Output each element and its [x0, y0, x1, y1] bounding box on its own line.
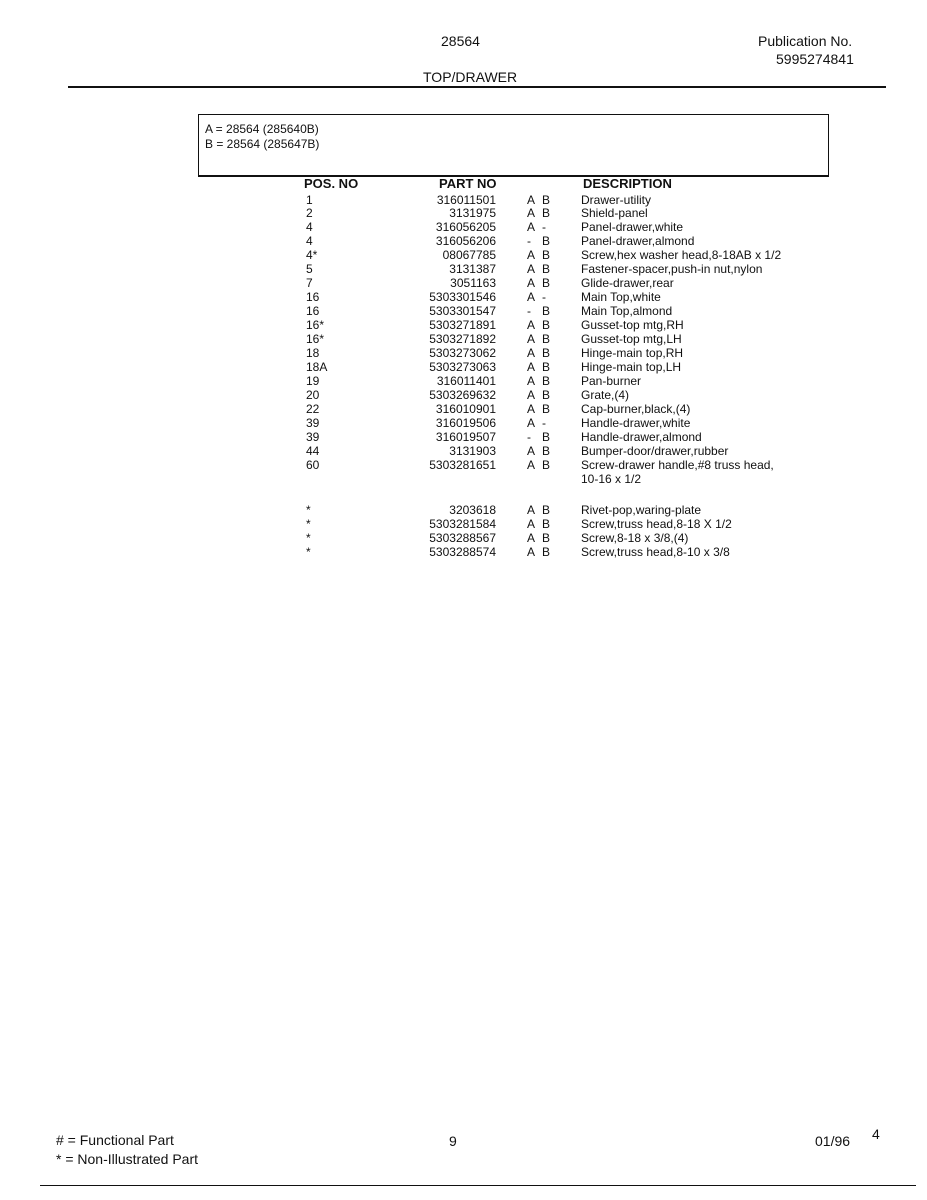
column-header-pos: POS. NO: [304, 176, 359, 191]
cell-part: 316011401: [436, 374, 496, 388]
cell-b: B: [542, 458, 551, 472]
cell-pos: 4: [306, 234, 313, 248]
cell-b: B: [542, 531, 551, 545]
cell-pos: 18: [306, 346, 320, 360]
cell-pos: 60: [306, 458, 320, 472]
page-title: TOP/DRAWER: [423, 69, 518, 85]
cell-b: -: [542, 220, 546, 234]
cell-pos: 16*: [306, 318, 325, 332]
table-row: [0, 360, 927, 374]
cell-a: A: [527, 290, 536, 304]
table-row: [0, 458, 927, 486]
cell-b: B: [542, 360, 551, 374]
legend-non-illustrated-part: * = Non-Illustrated Part: [56, 1151, 199, 1167]
cell-part: 316019506: [435, 416, 496, 430]
cell-part: 316011501: [436, 193, 496, 207]
cell-pos: *: [306, 517, 311, 531]
cell-b: B: [542, 545, 551, 559]
cell-b: B: [542, 388, 551, 402]
cell-pos: 39: [306, 416, 320, 430]
cell-desc: Screw,truss head,8-18 X 1/2: [581, 517, 732, 531]
cell-a: A: [527, 220, 536, 234]
cell-pos: 44: [306, 444, 320, 458]
table-row: [0, 220, 927, 234]
cell-part: 316010901: [435, 402, 496, 416]
cell-part: 5303301546: [429, 290, 496, 304]
revision-date: 01/96: [815, 1133, 851, 1149]
cell-a: A: [527, 248, 536, 262]
cell-a: A: [527, 332, 536, 346]
cell-part: 3203618: [449, 503, 496, 517]
cell-desc: Gusset-top mtg,LH: [581, 332, 682, 346]
publication-label: Publication No.: [758, 33, 853, 49]
cell-a: A: [527, 503, 536, 517]
cell-a: A: [527, 545, 536, 559]
cell-a: A: [527, 517, 536, 531]
cell-b: -: [542, 290, 546, 304]
cell-desc: Hinge-main top,RH: [581, 346, 684, 360]
cell-pos: 2: [306, 206, 313, 220]
table-row: [0, 388, 927, 402]
cell-a: -: [527, 234, 531, 248]
cell-a: -: [527, 304, 531, 318]
cell-a: A: [527, 276, 536, 290]
cell-a: A: [527, 458, 536, 472]
cell-part: 3131387: [449, 262, 496, 276]
publication-number: 5995274841: [776, 51, 854, 67]
cell-pos: *: [306, 545, 311, 559]
cell-a: A: [527, 346, 536, 360]
cell-part: 5303273062: [429, 346, 496, 360]
cell-a: A: [527, 444, 536, 458]
cell-a: A: [527, 374, 536, 388]
table-row: [0, 531, 927, 545]
cell-b: B: [542, 444, 551, 458]
cell-pos: 4*: [306, 248, 318, 262]
cell-desc: Grate,(4): [581, 388, 630, 402]
cell-desc: Main Top,white: [581, 290, 661, 304]
header-divider: [68, 86, 886, 88]
cell-part: 5303271892: [429, 332, 496, 346]
cell-desc: Cap-burner,black,(4): [581, 402, 691, 416]
handwritten-mark: 4: [872, 1126, 880, 1142]
cell-part: 3131903: [449, 444, 496, 458]
legend-functional-part: # = Functional Part: [56, 1132, 174, 1148]
table-row: [0, 346, 927, 360]
cell-b: B: [542, 304, 551, 318]
cell-b: B: [542, 206, 551, 220]
cell-b: B: [542, 346, 551, 360]
cell-desc: Screw,truss head,8-10 x 3/8: [581, 545, 730, 559]
cell-part: 5303288574: [429, 545, 496, 559]
table-row: [0, 374, 927, 388]
table-row: [0, 262, 927, 276]
cell-desc: Main Top,almond: [581, 304, 673, 318]
cell-pos: 19: [306, 374, 320, 388]
cell-pos: 5: [306, 262, 313, 276]
cell-desc: Rivet-pop,waring-plate: [581, 503, 702, 517]
table-row: [0, 206, 927, 220]
cell-b: B: [542, 503, 551, 517]
cell-a: A: [527, 206, 536, 220]
cell-a: A: [527, 388, 536, 402]
cell-pos: 20: [306, 388, 320, 402]
cell-b: B: [542, 374, 551, 388]
cell-pos: 7: [306, 276, 313, 290]
cell-part: 5303271891: [429, 318, 496, 332]
cell-desc: Pan-burner: [581, 374, 642, 388]
cell-b: B: [542, 193, 551, 207]
cell-desc: Bumper-door/drawer,rubber: [581, 444, 729, 458]
cell-desc: Screw,hex washer head,8-18AB x 1/2: [581, 248, 782, 262]
table-row: [0, 193, 927, 207]
cell-part: 5303288567: [429, 531, 496, 545]
cell-pos: 16: [306, 304, 320, 318]
cell-b: B: [542, 318, 551, 332]
cell-desc: Shield-panel: [581, 206, 648, 220]
table-row: [0, 248, 927, 262]
cell-a: A: [527, 531, 536, 545]
cell-desc-continued: 10-16 x 1/2: [581, 472, 642, 486]
cell-part: 5303281651: [429, 458, 496, 472]
cell-b: B: [542, 402, 551, 416]
table-row: [0, 304, 927, 318]
cell-pos: 39: [306, 430, 320, 444]
table-row: [0, 444, 927, 458]
legend-b: B = 28564 (285647B): [205, 137, 320, 151]
cell-pos: *: [306, 503, 311, 517]
cell-desc: Glide-drawer,rear: [581, 276, 674, 290]
cell-desc: Gusset-top mtg,RH: [581, 318, 684, 332]
cell-a: A: [527, 318, 536, 332]
cell-part: 3051163: [450, 276, 496, 290]
model-number: 28564: [441, 33, 480, 49]
cell-b: B: [542, 430, 551, 444]
cell-a: A: [527, 193, 536, 207]
table-row: [0, 503, 927, 517]
cell-desc: Screw,8-18 x 3/8,(4): [581, 531, 689, 545]
cell-pos: 16*: [306, 332, 325, 346]
cell-part: 316056206: [435, 234, 496, 248]
cell-desc: Screw-drawer handle,#8 truss head,: [581, 458, 774, 472]
cell-b: -: [542, 416, 546, 430]
model-legend-box: [198, 114, 829, 177]
cell-a: A: [527, 360, 536, 374]
cell-pos: 1: [306, 193, 313, 207]
cell-part: 316056205: [435, 220, 496, 234]
cell-desc: Handle-drawer,white: [581, 416, 691, 430]
cell-b: B: [542, 262, 551, 276]
cell-pos: *: [306, 531, 311, 545]
table-row: [0, 517, 927, 531]
cell-part: 5303269632: [429, 388, 496, 402]
table-row: [0, 332, 927, 346]
cell-desc: Handle-drawer,almond: [581, 430, 702, 444]
cell-part: 08067785: [442, 248, 496, 262]
cell-b: B: [542, 234, 551, 248]
cell-a: -: [527, 430, 531, 444]
cell-desc: Drawer-utility: [581, 193, 652, 207]
table-row: [0, 545, 927, 559]
cell-part: 5303273063: [429, 360, 496, 374]
cell-b: B: [542, 332, 551, 346]
cell-part: 5303301547: [429, 304, 496, 318]
footer-divider: [40, 1185, 916, 1186]
table-row: [0, 430, 927, 444]
cell-b: B: [542, 276, 551, 290]
page-number: 9: [449, 1133, 457, 1149]
table-row: [0, 402, 927, 416]
cell-pos: 16: [306, 290, 320, 304]
cell-part: 5303281584: [429, 517, 496, 531]
cell-pos: 4: [306, 220, 313, 234]
table-row: [0, 276, 927, 290]
cell-b: B: [542, 248, 551, 262]
column-header-part: PART NO: [439, 176, 497, 191]
cell-a: A: [527, 262, 536, 276]
table-row: [0, 416, 927, 430]
table-row: [0, 318, 927, 332]
cell-desc: Hinge-main top,LH: [581, 360, 682, 374]
cell-a: A: [527, 402, 536, 416]
cell-part: 316019507: [435, 430, 496, 444]
cell-pos: 18A: [306, 360, 328, 374]
column-header-description: DESCRIPTION: [583, 176, 672, 191]
cell-a: A: [527, 416, 536, 430]
cell-part: 3131975: [449, 206, 496, 220]
cell-desc: Panel-drawer,almond: [581, 234, 695, 248]
cell-desc: Fastener-spacer,push-in nut,nylon: [581, 262, 763, 276]
cell-desc: Panel-drawer,white: [581, 220, 684, 234]
legend-a: A = 28564 (285640B): [205, 122, 319, 136]
cell-b: B: [542, 517, 551, 531]
table-row: [0, 290, 927, 304]
table-row: [0, 234, 927, 248]
cell-pos: 22: [306, 402, 320, 416]
